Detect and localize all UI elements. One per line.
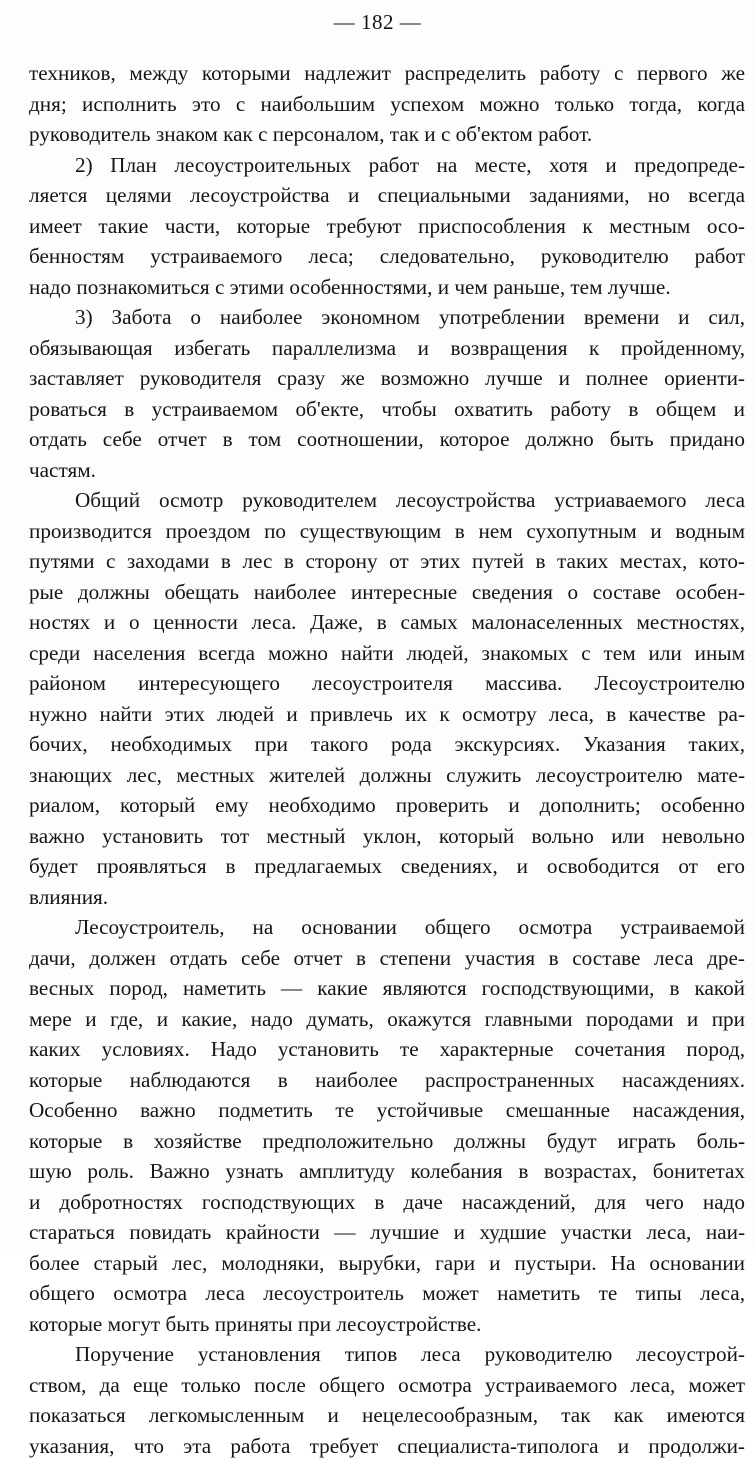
text-line: важно установить тот местный уклон, который вольно или невольно xyxy=(29,821,745,852)
text-line: дачи, должен отдать себе отчет в степени участия в составе леса дре- xyxy=(29,943,745,974)
text-line: техников, между которыми надлежит распределить работу с первого же xyxy=(29,58,745,89)
text-line: весных пород, наметить — какие являются господствующими, в какой xyxy=(29,973,745,1004)
text-line: частям. xyxy=(29,455,745,486)
text-line: которые наблюдаются в наиболее распространенных насаждениях. xyxy=(29,1065,745,1096)
text-line: имеет такие части, которые требуют приспособления к местным осо- xyxy=(29,211,745,242)
text-line: бочих, необходимых при такого рода экскурсиях. Указания таких, xyxy=(29,729,745,760)
text-line: общего осмотра леса лесоустроитель может наметить те типы леса, xyxy=(29,1278,745,1309)
text-line: которые могут быть приняты при лесоустройстве. xyxy=(29,1309,745,1340)
text-line: знающих лес, местных жителей должны служить лесоустроителю мате- xyxy=(29,760,745,791)
text-line: ностях и о ценности леса. Даже, в самых малонаселенных местностях, xyxy=(29,607,745,638)
paragraph xyxy=(29,58,745,150)
page-body-text xyxy=(29,58,745,1461)
paragraph xyxy=(29,912,745,1339)
text-line: более старый лес, молодняки, вырубки, гари и пустыри. На основании xyxy=(29,1248,745,1279)
text-line: надо познакомиться с этими особенностями, и чем раньше, тем лучше. xyxy=(29,272,745,303)
text-line: стараться повидать крайности — лучшие и худшие участки леса, наи- xyxy=(29,1217,745,1248)
paragraph xyxy=(29,150,745,303)
text-line: каких условиях. Надо установить те характерные сочетания пород, xyxy=(29,1034,745,1065)
paragraph xyxy=(29,1339,745,1461)
text-line: ляется целями лесоустройства и специальными заданиями, но всегда xyxy=(29,180,745,211)
text-line: заставляет руководителя сразу же возможно лучше и полнее ориенти- xyxy=(29,363,745,394)
text-line: указания, что эта работа требует специалиста-типолога и продолжи- xyxy=(29,1431,745,1461)
text-line: руководитель знаком как с персоналом, так и с об'ектом работ. xyxy=(29,119,745,150)
text-line: Лесоустроитель, на основании общего осмотра устраиваемой xyxy=(29,912,745,943)
text-line: бенностям устраиваемого леса; следовательно, руководителю работ xyxy=(29,241,745,272)
text-line: показаться легкомысленным и нецелесообразным, так как имеются xyxy=(29,1400,745,1431)
text-line: дня; исполнить это с наибольшим успехом можно только тогда, когда xyxy=(29,89,745,120)
text-line: риалом, который ему необходимо проверить и дополнить; особенно xyxy=(29,790,745,821)
text-line: обязывающая избегать параллелизма и возвращения к пройденному, xyxy=(29,333,745,364)
text-line: нужно найти этих людей и привлечь их к осмотру леса, в качестве ра- xyxy=(29,699,745,730)
text-line: Общий осмотр руководителем лесоустройства устриаваемого леса xyxy=(29,485,745,516)
text-line: ством, да еще только после общего осмотра устраиваемого леса, может xyxy=(29,1370,745,1401)
text-line: рые должны обещать наиболее интересные сведения о составе особен- xyxy=(29,577,745,608)
text-line: шую роль. Важно узнать амплитуду колебания в возрастах, бонитетах xyxy=(29,1156,745,1187)
text-line: 3) Забота о наиболее экономном употреблении времени и сил, xyxy=(29,302,745,333)
text-line: районом интересующего лесоустроителя массива. Лесоустроителю xyxy=(29,668,745,699)
paragraph xyxy=(29,302,745,485)
text-line: производится проездом по существующим в нем сухопутным и водным xyxy=(29,516,745,547)
paragraph xyxy=(29,485,745,912)
text-line: Поручение установления типов леса руководителю лесоустрой- xyxy=(29,1339,745,1370)
text-line: отдать себе отчет в том соотношении, которое должно быть придано xyxy=(29,424,745,455)
text-line: роваться в устраиваемом об'екте, чтобы охватить работу в общем и xyxy=(29,394,745,425)
page-number: — 182 — xyxy=(0,8,755,36)
text-line: влияния. xyxy=(29,882,745,913)
text-line: 2) План лесоустроительных работ на месте, хотя и предопреде- xyxy=(29,150,745,181)
text-line: будет проявляться в предлагаемых сведениях, и освободится от его xyxy=(29,851,745,882)
text-line: и добротностях господствующих в даче насаждений, для чего надо xyxy=(29,1187,745,1218)
text-line: Особенно важно подметить те устойчивые смешанные насаждения, xyxy=(29,1095,745,1126)
text-line: путями с заходами в лес в сторону от этих путей в таких местах, кото- xyxy=(29,546,745,577)
text-line: которые в хозяйстве предположительно должны будут играть боль- xyxy=(29,1126,745,1157)
text-line: среди населения всегда можно найти людей, знакомых с тем или иным xyxy=(29,638,745,669)
text-line: мере и где, и какие, надо думать, окажутся главными породами и при xyxy=(29,1004,745,1035)
